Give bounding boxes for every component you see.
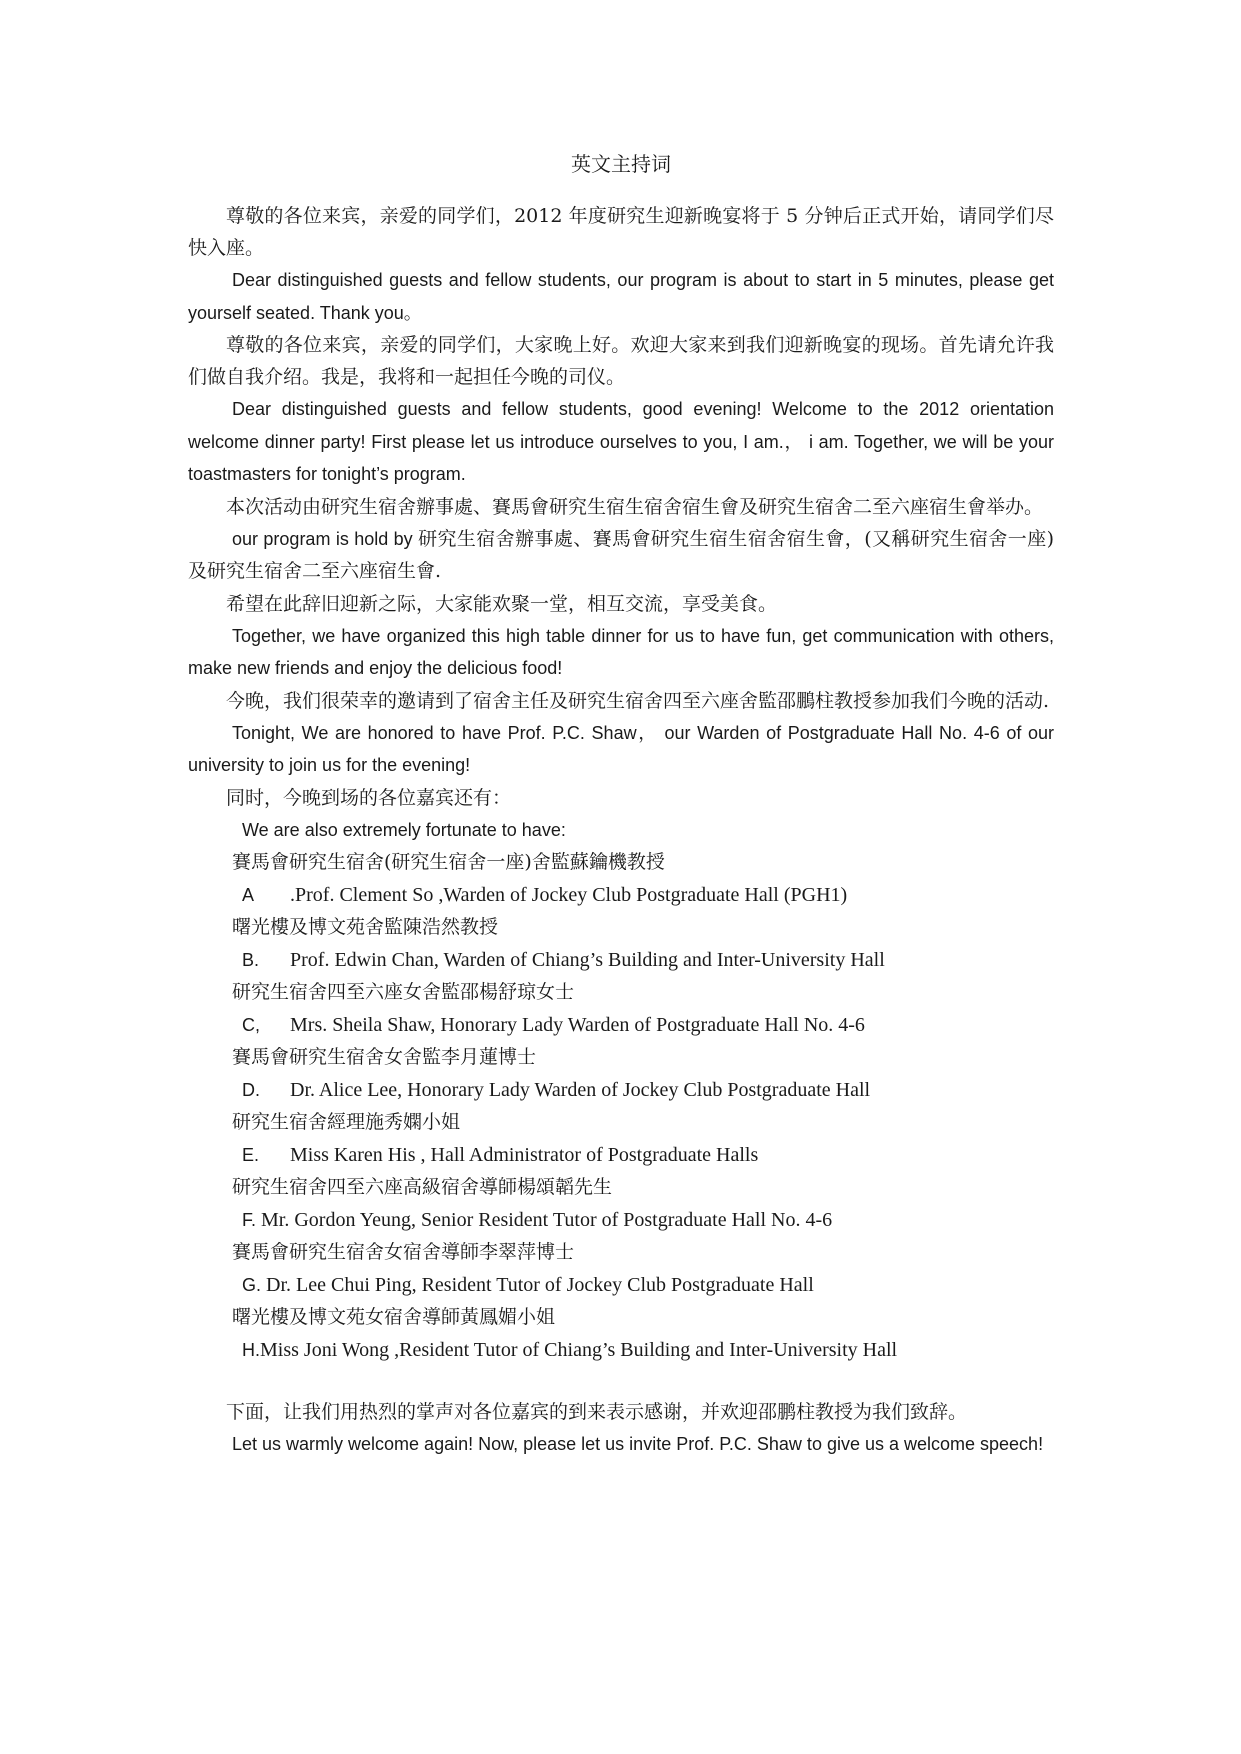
paragraph-1-chinese: 尊敬的各位来宾，亲爱的同学们，2012 年度研究生迎新晚宴将于 5 分钟后正式开始，请同学们尽快入座。 [188,205,1054,259]
paragraph-5-chinese: 今晚，我们很荣幸的邀请到了宿舍主任及研究生宿舍四至六座舍監邵鵬柱教授参加我们今晚的活动. [226,689,1050,712]
guest-c-marker: C, [242,1014,260,1035]
guest-f-marker: F. [242,1209,257,1230]
guest-d-english-text: Dr. Alice Lee, Honorary Lady Warden of Jockey Club Postgraduate Hall [290,1078,871,1101]
paragraph-5-english: Tonight, We are honored to have Prof. P.C. Shaw， our Warden of Postgraduate Hall No. 4-6 of our university to join us for the evening! [188,722,1054,775]
guest-d-marker: D. [242,1079,260,1100]
paragraph-6-chinese: 同时，今晚到场的各位嘉宾还有： [226,786,512,809]
guest-g-chinese: 賽馬會研究生宿舍女宿舍導師李翠萍博士 [232,1241,575,1263]
guest-c-english [188,1009,1054,1042]
document-page [188,150,1054,1461]
guest-b-marker: B. [242,949,260,970]
guest-c-chinese: 研究生宿舍四至六座女舍監邵楊舒琼女士 [232,981,575,1003]
paragraph-4-english: Together, we have organized this high table dinner for us to have fun, get communication with others, make new friends and enjoy the delicious food! [188,625,1054,678]
guest-h-english [188,1334,1054,1367]
guest-e-english-text: Miss Karen His , Hall Administrator of Postgraduate Halls [290,1143,759,1166]
guest-d-english [188,1074,1054,1107]
guest-a-chinese: 賽馬會研究生宿舍(研究生宿舍一座)舍監蘇鑰機教授 [232,851,665,873]
guest-b-english-text: Prof. Edwin Chan, Warden of Chiang’s Building and Inter-University Hall [290,948,885,971]
paragraph-3-english-chinese-part: 研究生宿舍辦事處、賽馬會研究生宿生宿舍宿生會，(又稱研究生宿舍一座)及研究生宿舍二至六座宿生會. [188,527,1054,582]
paragraph-1-english: Dear distinguished guests and fellow students, our program is about to start in 5 minutes, please get yourself seated. Thank you。 [188,270,1054,323]
guest-a-english [188,879,1054,912]
guest-h-chinese: 曙光樓及博文苑女宿舍導師黃鳳媚小姐 [232,1306,556,1328]
paragraph-3-chinese: 本次活动由研究生宿舍辦事處、賽馬會研究生宿生宿舍宿生會及研究生宿舍二至六座宿生會举办。 [226,495,1044,518]
guest-f-english [188,1204,1054,1237]
guest-a-marker: A [242,884,255,905]
guest-e-marker: E. [242,1144,260,1165]
guest-f-chinese: 研究生宿舍四至六座高級宿舍導師楊頌韜先生 [232,1176,613,1198]
paragraph-3-english-prefix: our program is hold by [232,528,419,549]
guest-f-english-text: Mr. Gordon Yeung, Senior Resident Tutor of Postgraduate Hall No. 4-6 [261,1208,833,1231]
guest-c-english-text: Mrs. Sheila Shaw, Honorary Lady Warden of Postgraduate Hall No. 4-6 [290,1013,865,1036]
guest-d-chinese: 賽馬會研究生宿舍女舍監李月蓮博士 [232,1046,537,1068]
closing-chinese: 下面，让我们用热烈的掌声对各位嘉宾的到来表示感谢，并欢迎邵鹏柱教授为我们致辞。 [226,1401,968,1423]
guest-g-english [188,1269,1054,1302]
paragraph-3-english [188,523,1054,588]
paragraph-4-chinese: 希望在此辞旧迎新之际，大家能欢聚一堂，相互交流，享受美食。 [226,592,778,615]
guest-list [188,846,1054,1366]
guest-e-chinese: 研究生宿舍經理施秀嫻小姐 [232,1111,461,1133]
paragraph-2-english: Dear distinguished guests and fellow students, good evening! Welcome to the 2012 orientation welcome dinner party! First please let us introduce ourselves to you, I am.， i am. Together, we will be your toastmasters for tonight’s program. [188,399,1054,484]
guest-b-english [188,944,1054,977]
guest-g-marker: G. [242,1274,262,1295]
closing-english: Let us warmly welcome again! Now, please let us invite Prof. P.C. Shaw to give us a welcome speech! [232,1434,1044,1454]
guest-h-english-text: Miss Joni Wong ,Resident Tutor of Chiang’s Building and Inter-University Hall [260,1338,898,1361]
spacer [188,1366,1054,1396]
guest-h-marker: H. [242,1339,260,1360]
guest-e-english [188,1139,1054,1172]
guest-g-english-text: Dr. Lee Chui Ping, Resident Tutor of Jockey Club Postgraduate Hall [266,1273,814,1296]
guest-b-chinese: 曙光樓及博文苑舍監陳浩然教授 [232,916,499,938]
paragraph-6-english: We are also extremely fortunate to have: [242,819,566,840]
document-title: 英文主持词 [571,152,671,176]
paragraph-2-chinese: 尊敬的各位来宾，亲爱的同学们，大家晚上好。欢迎大家来到我们迎新晚宴的现场。首先请允许我们做自我介绍。我是，我将和一起担任今晚的司仪。 [188,334,1054,388]
guest-a-english-text: .Prof. Clement So ,Warden of Jockey Club Postgraduate Hall (PGH1) [290,883,848,906]
